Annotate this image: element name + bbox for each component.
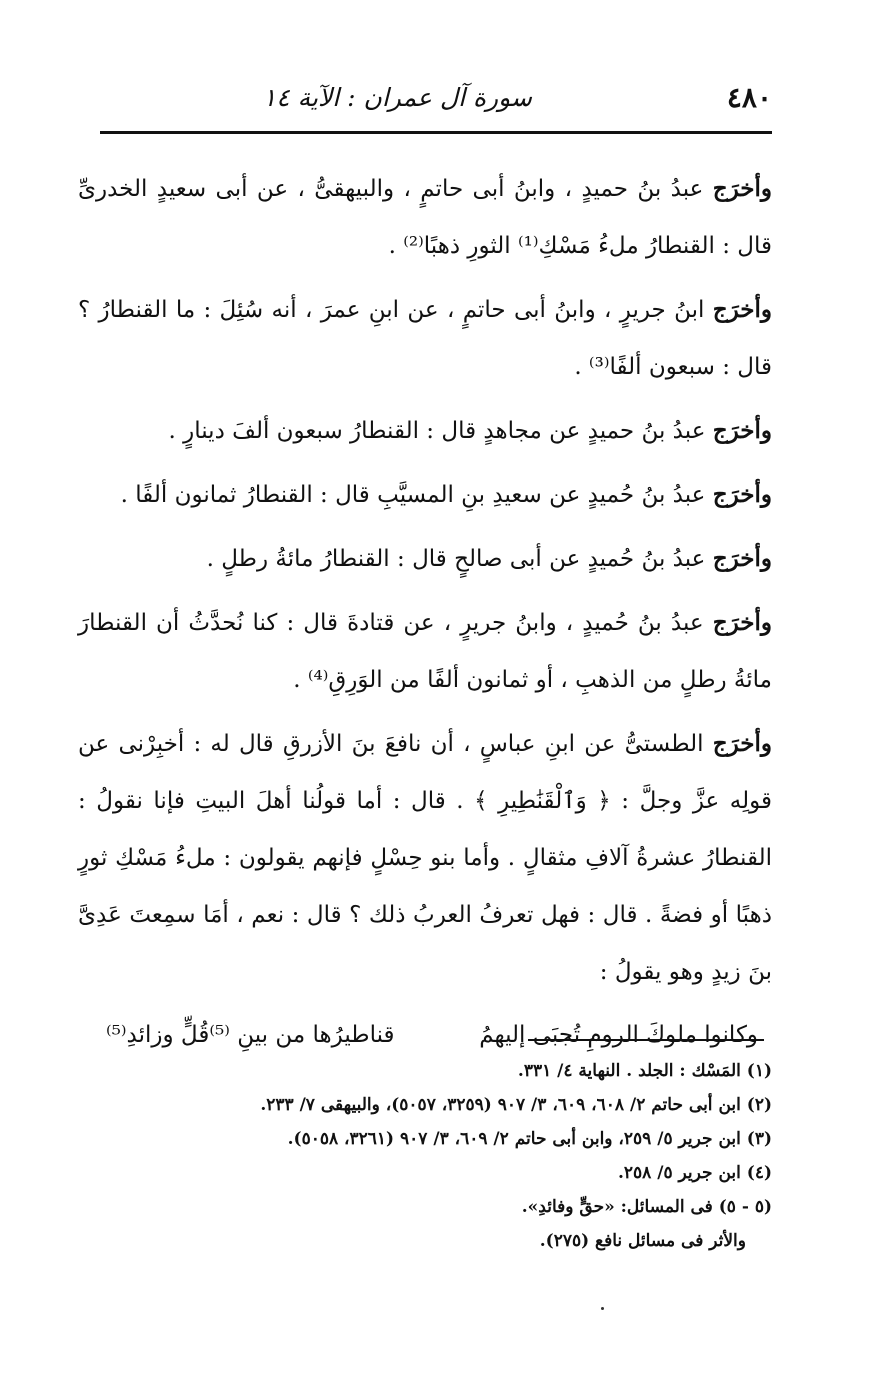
footnote-5-continuation: والأثر فى مسائل نافع (٢٧٥). <box>539 1231 746 1251</box>
footnote-1: (١) المَسْك : الجلد . النهاية ٤/ ٣٣١. <box>517 1061 772 1081</box>
paragraph-5 <box>78 530 772 588</box>
paragraph-7 <box>78 715 772 1001</box>
paragraph-6 <box>78 594 772 709</box>
poem-first-hemistich: وكانوا ملوكَ الرومِ تُجبَى إليهمُ <box>479 1022 758 1048</box>
running-title: سورة آل عمران : الآية ١٤ <box>262 83 532 112</box>
paragraph-lead: وأخرَج <box>712 296 772 323</box>
paragraph-lead: وأخرَج <box>712 417 772 444</box>
paragraph-lead: وأخرَج <box>712 609 772 636</box>
paragraph-lead: وأخرَج <box>712 730 772 757</box>
paragraph-4 <box>78 466 772 524</box>
paragraph-text: عبدُ بنُ حُميدٍ ، وابنُ جريرٍ ، عن قتادةَ قال : كنا نُحدَّثُ أن القنطارَ مائةُ رطلٍ من الذهبِ ، أو ثمانون ألفًا من الوَرِقِ⁽⁴⁾ . <box>78 610 772 693</box>
paragraph-2 <box>78 281 772 396</box>
footnote-3: (٣) ابن جرير ٥/ ٢٥٩، وابن أبى حاتم ٢/ ٦٠٩، ٣/ ٩٠٧ (٣٢٦١، ٥٠٥٨). <box>287 1129 772 1149</box>
paragraph-text: عبدُ بنُ حميدٍ عن مجاهدٍ قال : القنطارُ سبعون ألفَ دينارٍ . <box>168 418 713 444</box>
poem-second-hemistich: قناطيرُها من بينِ ⁽⁵⁾قُلٍّ وزائدِ⁽⁵⁾ <box>106 1022 395 1048</box>
paragraph-lead: وأخرَج <box>712 481 772 508</box>
page-speck <box>601 1307 604 1310</box>
footnote-4: (٤) ابن جرير ٥/ ٢٥٨. <box>618 1163 772 1183</box>
paragraph-text: عبدُ بنُ حُميدٍ عن سعيدِ بنِ المسيَّبِ قال : القنطارُ ثمانون ألفًا . <box>120 482 713 508</box>
page-header <box>82 78 772 118</box>
paragraph-3 <box>78 402 772 460</box>
footnote-rule <box>528 1039 764 1041</box>
paragraph-text: عبدُ بنُ حميدٍ ، وابنُ أبى حاتمٍ ، والبيهقىُّ ، عن أبى سعيدٍ الخدرىِّ قال : القنطارُ ملءُ مَسْكِ⁽¹⁾ الثورِ ذهبًا⁽²⁾ . <box>78 176 772 259</box>
paragraph-text: الطستىُّ عن ابنِ عباسٍ ، أن نافعَ بنَ الأزرقِ قال له : أخبِرْنى عن قولِه عزَّ وجلَّ : ﴿ وَٱلْقَنَٰطِيرِ ﴾ . قال : أما قولُنا أهلَ البيتِ فإنا نقولُ : القنطارُ عشرةُ آلافِ مثقالٍ . وأما بنو حِسْلٍ فإنهم يقولون : ملءُ مَسْكِ ثورٍ ذهبًا أو فضةً . قال : فهل تعرفُ العربُ ذلك ؟ قال : نعم ، أمَا سمِعتَ عَدِىَّ بنَ زيدٍ وهو يقولُ : <box>78 731 772 985</box>
paragraph-text: عبدُ بنُ حُميدٍ عن أبى صالحٍ قال : القنطارُ مائةُ رطلٍ . <box>206 546 713 572</box>
header-rule <box>100 131 772 134</box>
page-number: ٤٨٠ <box>726 81 772 114</box>
paragraph-1 <box>78 160 772 275</box>
paragraph-lead: وأخرَج <box>712 175 772 202</box>
paragraph-lead: وأخرَج <box>712 545 772 572</box>
footnote-5: (٥ - ٥) فى المسائل: «حقٍّ وفائدِ». <box>521 1197 772 1217</box>
footnote-2: (٢) ابن أبى حاتم ٢/ ٦٠٨، ٦٠٩، ٣/ ٩٠٧ (٣٢٥٩، ٥٠٥٧)، والبيهقى ٧/ ٢٣٣. <box>260 1095 772 1115</box>
paragraph-text: ابنُ جريرٍ ، وابنُ أبى حاتمٍ ، عن ابنِ عمرَ ، أنه سُئِلَ : ما القنطارُ ؟ قال : سبعون ألفًا⁽³⁾ . <box>78 297 772 380</box>
main-text <box>78 160 772 1064</box>
footnotes <box>150 1054 772 1258</box>
